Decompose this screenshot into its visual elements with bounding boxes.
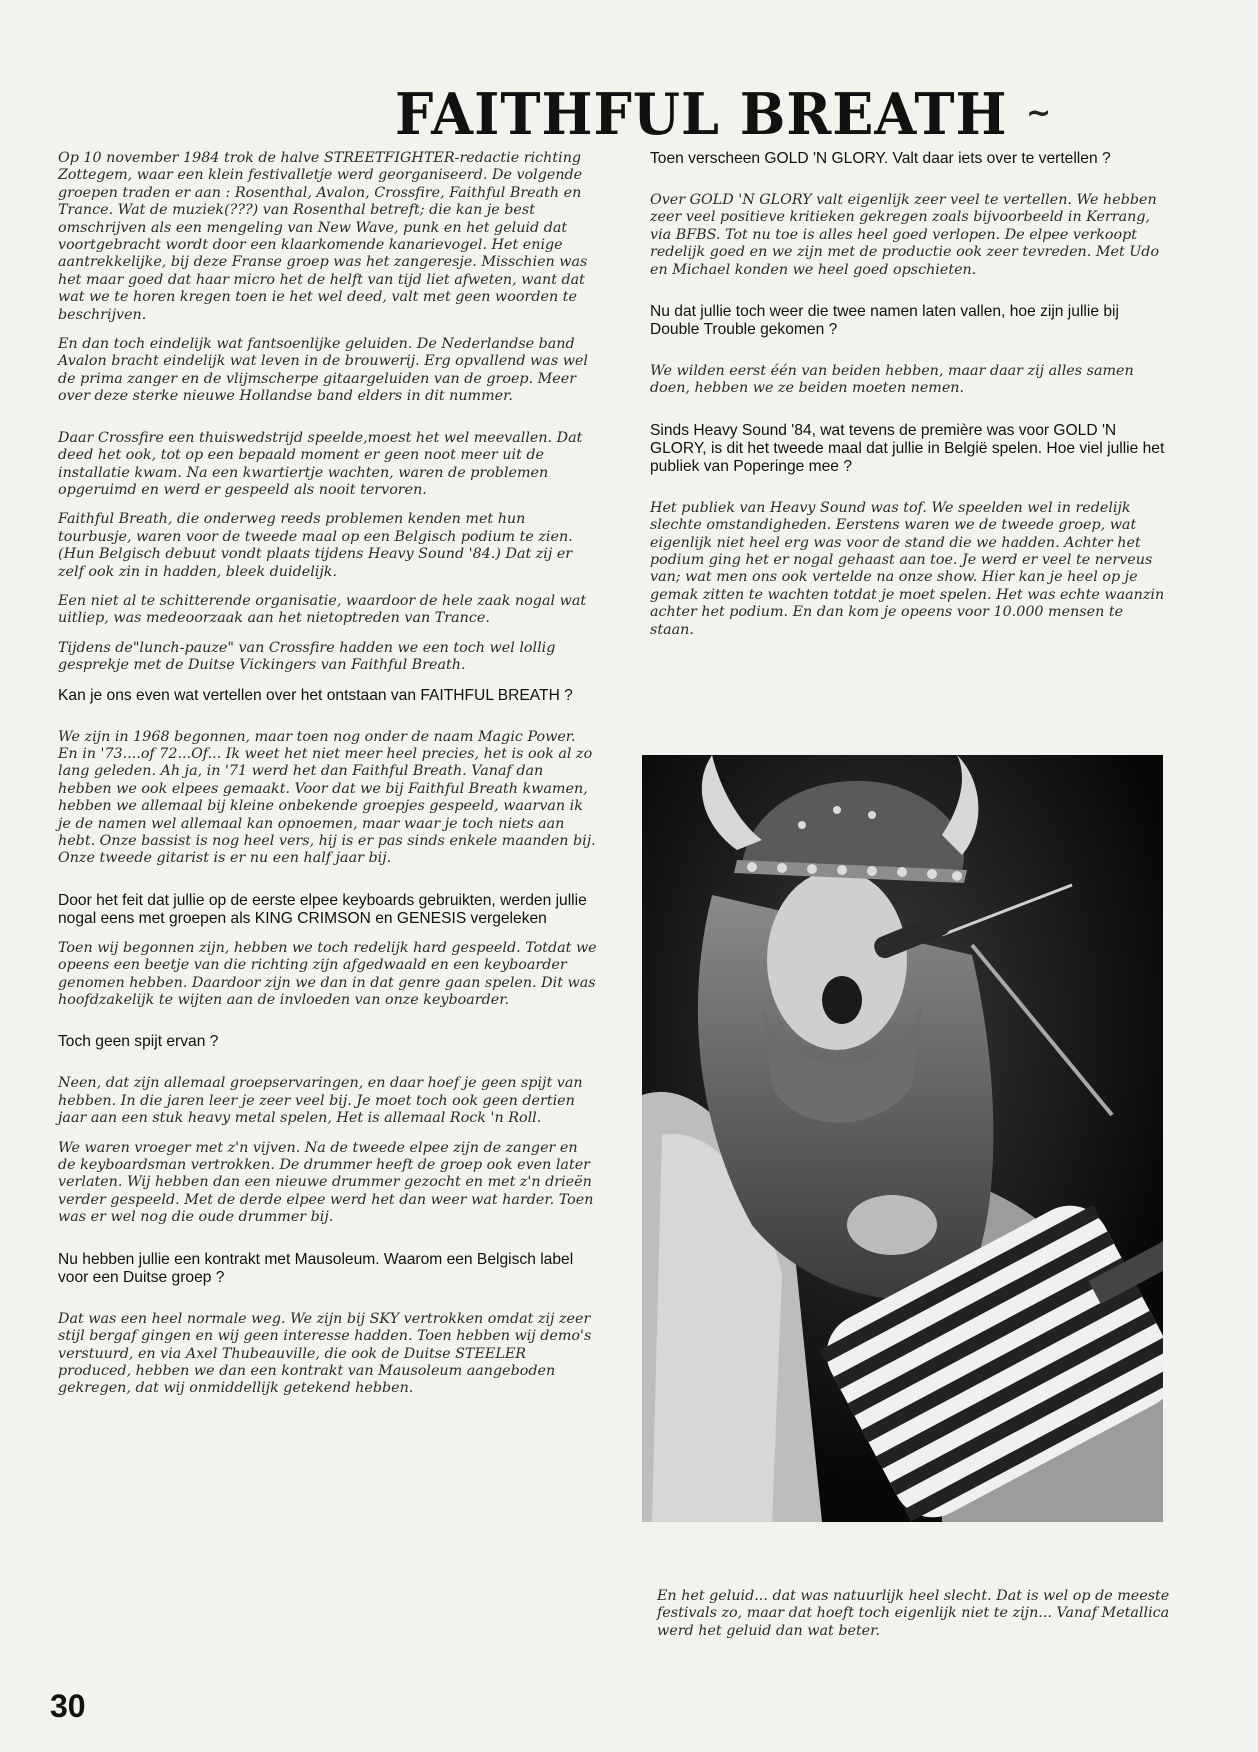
right-column-top bbox=[650, 150, 1170, 651]
band-photo bbox=[642, 755, 1163, 1522]
body-paragraph: Neen, dat zijn allemaal groepservaringen, en daar hoef je geen spijt van hebben. In die jaren leer je zeer veel bij. Je moet toch ook geen dertien jaar aan een stuk heavy metal spelen, Het is allemaal Rock 'n Roll. bbox=[58, 1075, 583, 1127]
body-paragraph: Het publiek van Heavy Sound was tof. We speelden wel in redelijk slechte omstandigheden. Eerstens waren we de tweede groep, wat eigenlijk niet heel erg was voor de stand die we hadden. Achter het podium ging het er nogal gehaast aan toe. Je werd er veel te nerveus van; wat men ons ook vertelde na onze show. Hier kan je heel op je gemak zitten te wachten totdat je moet spelen. Het was echte waanzin achter het podium. En dan kom je opeens voor 10.000 mensen te staan. bbox=[650, 499, 1165, 638]
interview-question: Toen verscheen GOLD 'N GLORY. Valt daar iets over te vertellen ? bbox=[650, 150, 1111, 167]
body-paragraph: En dan toch eindelijk wat fantsoenlijke geluiden. De Nederlandse band Avalon bracht eindelijk wat leven in de brouwerij. Erg opvallend was wel de prima zanger en de vlijmscherpe gitaargeluiden van de groep. Meer over deze sterke nieuwe Hollandse band elders in dit nummer. bbox=[58, 336, 588, 405]
viking-singer-photo-icon bbox=[642, 755, 1163, 1522]
article-title: FAITHFUL BREATH bbox=[395, 80, 1008, 148]
interview-question: Nu dat jullie toch weer die twee namen laten vallen, hoe zijn jullie bij Double Trouble gekomen ? bbox=[650, 303, 1119, 339]
right-column-bottom bbox=[657, 1588, 1177, 1652]
interview-question: Kan je ons even wat vertellen over het ontstaan van FAITHFUL BREATH ? bbox=[58, 686, 573, 704]
body-paragraph: Faithful Breath, die onderweg reeds problemen kenden met hun tourbusje, waren voor de tweede maal op een Belgisch podium te zien.(Hun Belgisch debuut vondt plaats tijdens Heavy Sound '84.) Dat zij er zelf ook zin in hadden, bleek duidelijk. bbox=[58, 511, 573, 580]
body-paragraph: Dat was een heel normale weg. We zijn bij SKY vertrokken omdat zij zeer stijl bergaf gingen en wij geen interesse hadden. Toen hebben wij demo's verstuurd, en via Axel Thubeauville, die ook de Duitse STEELER produced, hebben we dan een kontrakt van Mausoleum aangeboden gekregen, dat wij onmiddellijk getekend hebben. bbox=[58, 1310, 592, 1397]
body-paragraph: We zijn in 1968 begonnen, maar toen nog onder de naam Magic Power. En in '73....of 72...Of... Ik weet het niet meer heel precies, het is ook al zo lang geleden. Ah ja, in '71 werd het dan Faithful Breath. Vanaf dan hebben we ook elpees gemaakt. Voor dat we bij Faithful Breath kwamen, hebben we allemaal bij kleine onbekende groepjes gespeeld, waarvan ik je de namen wel allemaal kan opnoemen, maar waar je toch niets aan hebt. Onze bassist is nog heel vers, hij is er pas sinds enkele maanden bij. Onze tweede gitarist is er nu een half jaar bij. bbox=[58, 728, 596, 867]
body-paragraph: Toen wij begonnen zijn, hebben we toch redelijk hard gespeeld. Totdat we opeens een beetje van die richting zijn afgedwaald en een keyboarder genomen hebben. Daardoor zijn we dan in dat genre gaan spelen. Dit was hoofdzakelijk te wijten aan de invloeden van onze keyboarder. bbox=[58, 939, 597, 1009]
page-number: 30 bbox=[50, 1688, 86, 1724]
body-paragraph: Een niet al te schitterende organisatie, waardoor de hele zaak nogal wat uitliep, was medeoorzaak aan het nietoptreden van Trance. bbox=[58, 592, 587, 627]
interview-question: Toch geen spijt ervan ? bbox=[58, 1033, 219, 1051]
body-paragraph: Op 10 november 1984 trok de halve STREETFIGHTER-redactie richting Zottegem, waar een klein festivalletje werd georganiseerd. De volgende groepen traden er aan : Rosenthal, Avalon, Crossfire, Faithful Breath en Trance. Wat de muziek(???) van Rosenthal betreft; die kan je best omschrijven als een mengeling van New Wave, punk en het geluid dat voortgebracht wordt door een klaarkomende kanarievogel. Het enige aantrekkelijke, bij deze Franse groep was het zangeresje. Misschien was het maar goed dat haar micro het de helft van tijd liet afweten, want dat wat we te horen kregen toen ie het wel deed, valt met geen woorden te beschrijven. bbox=[58, 150, 588, 323]
body-paragraph: En het geluid... dat was natuurlijk heel slecht. Dat is wel op de meeste festivals zo, maar dat hoeft toch eigenlijk niet te zijn... Vanaf Metallica werd het geluid dan wat beter. bbox=[657, 1588, 1170, 1639]
left-column bbox=[58, 150, 598, 1410]
interview-question: Door het feit dat jullie op de eerste elpee keyboards gebruikten, werden jullie nogal eens met groepen als KING CRIMSON en GENESIS vergeleken bbox=[58, 891, 587, 927]
body-paragraph: Daar Crossfire een thuiswedstrijd speelde,moest het wel meevallen. Dat deed het ook, tot op een bepaald moment er geen noot meer uit de installatie kwam. Na een kwartiertje wachten, waren de problemen opgeruimd en werd er gespeeld als nooit tervoren. bbox=[58, 429, 583, 498]
body-paragraph: We wilden eerst één van beiden hebben, maar daar zij alles samen doen, hebben we ze beiden moeten nemen. bbox=[650, 363, 1134, 397]
title-dash: ~ bbox=[1026, 96, 1052, 131]
interview-question: Nu hebben jullie een kontrakt met Mausoleum. Waarom een Belgisch label voor een Duitse groep ? bbox=[58, 1250, 574, 1286]
body-paragraph: We waren vroeger met z'n vijven. Na de tweede elpee zijn de zanger en de keyboardsman vertrokken. De drummer heeft de groep ook even later verlaten. Wij hebben dan een nieuwe drummer gezocht en met z'n drieën verder gespeeld. Met de derde elpee werd het dan weer wat harder. Toen was er wel nog die oude drummer bij. bbox=[58, 1139, 594, 1226]
body-paragraph: Over GOLD 'N GLORY valt eigenlijk zeer veel te vertellen. We hebben zeer veel positieve kritieken gekregen zoals bijvoorbeeld in Kerrang, via BFBS. Tot nu toe is alles heel goed verlopen. De elpee verkoopt redelijk goed en we zijn met de productie ook zeer tevreden. Met Udo en Michael konden we heel goed opschieten. bbox=[650, 192, 1160, 278]
interview-question: Sinds Heavy Sound '84, wat tevens de première was voor GOLD 'N GLORY, is dit het tweede maal dat jullie in België spelen. Hoe viel jullie het publiek van Poperinge mee ? bbox=[650, 421, 1165, 475]
body-paragraph: Tijdens de"lunch-pauze" van Crossfire hadden we een toch wel lollig gesprekje met de Duitse Vickingers van Faithful Breath. bbox=[58, 639, 556, 674]
